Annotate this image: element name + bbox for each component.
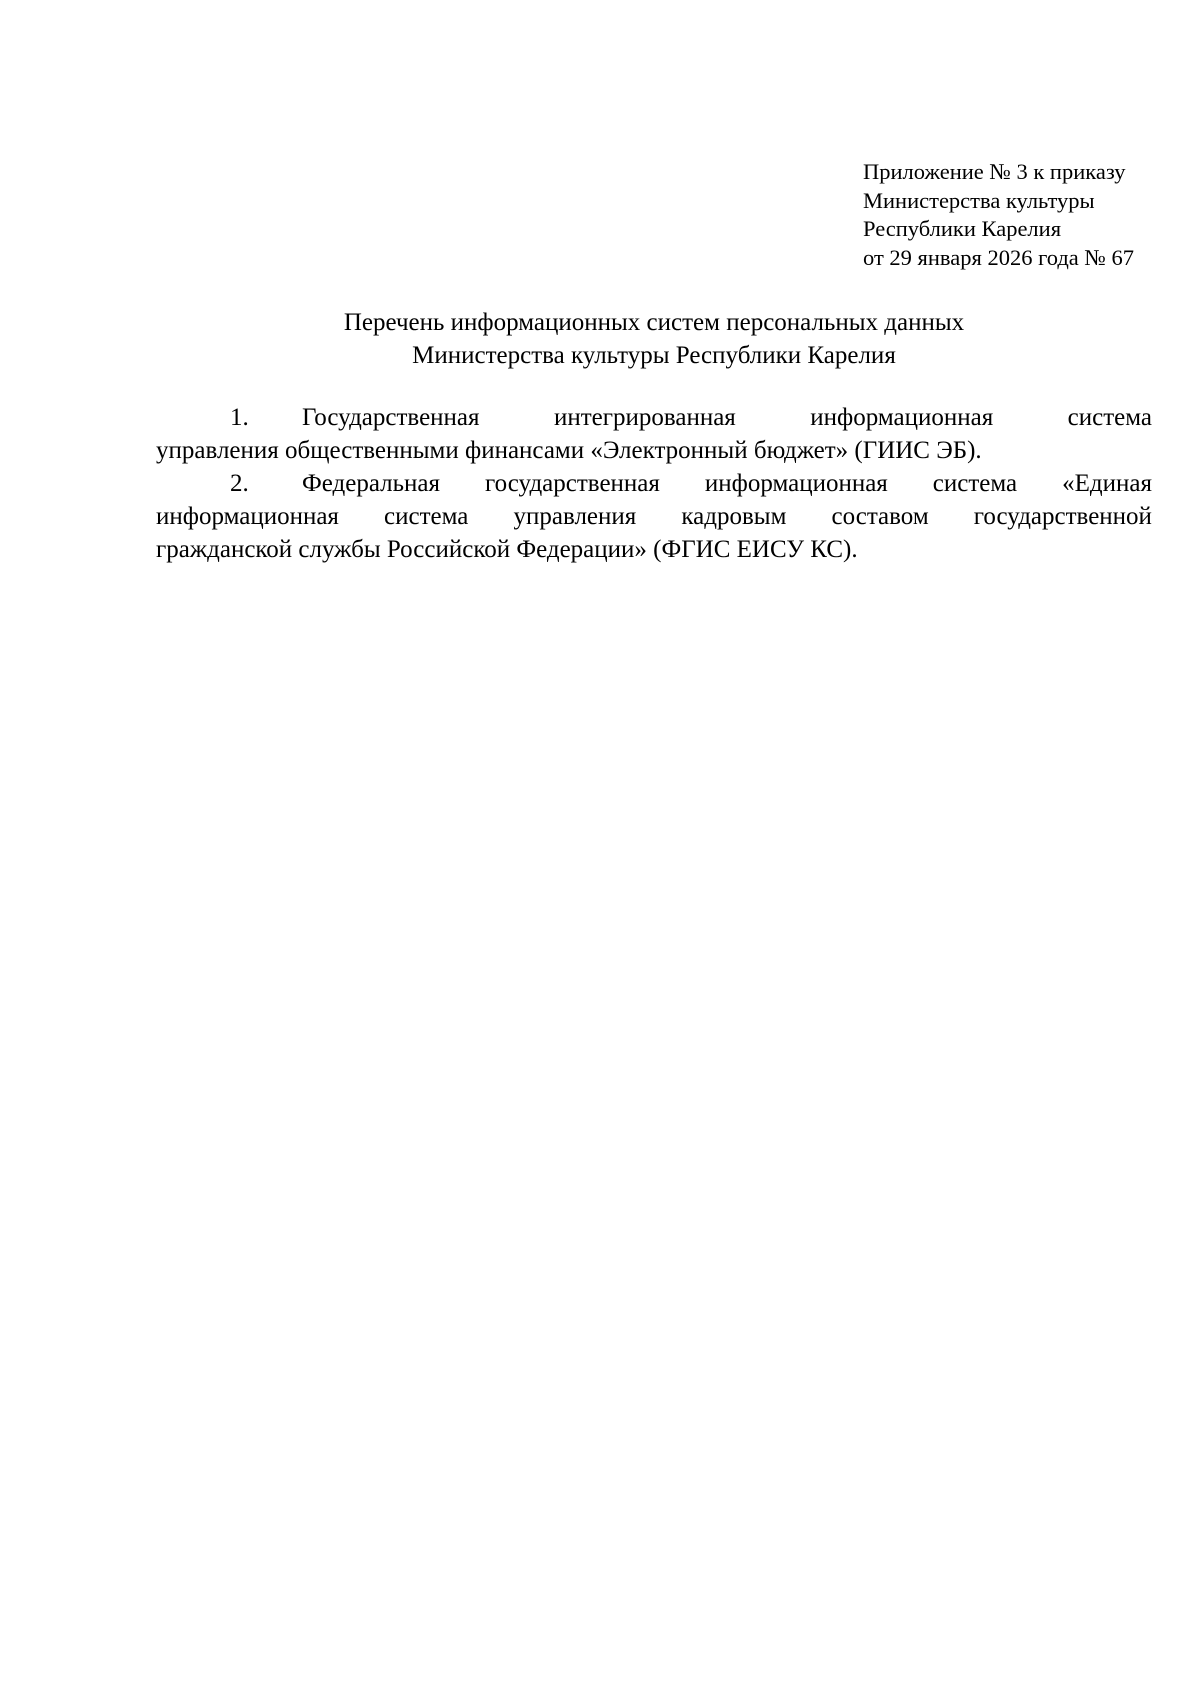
appendix-line-2: Министерства культуры	[863, 187, 1095, 213]
appendix-line-3: Республики Карелия	[863, 216, 1062, 241]
list-item-number: 1.	[230, 404, 249, 431]
systems-list	[156, 401, 1152, 566]
list-item-2-line-2	[156, 500, 1152, 533]
list-item-2	[156, 467, 1152, 566]
word: Государственная	[302, 404, 480, 431]
list-item-2-line-1	[302, 467, 1152, 500]
list-item-1	[156, 401, 1152, 467]
list-item-1-line-1	[302, 401, 1152, 434]
appendix-header	[863, 158, 1134, 272]
word: составом	[831, 503, 929, 530]
word: государственная	[485, 470, 660, 497]
appendix-line-1: Приложение № 3 к приказу	[863, 159, 1126, 184]
word: система	[932, 470, 1018, 497]
word: «Единая	[1062, 470, 1152, 497]
appendix-line-4: от 29 января 2026 года № 67	[863, 244, 1135, 270]
word: интегрированная	[553, 404, 736, 431]
word: информационная	[156, 503, 339, 530]
word: информационная	[810, 404, 994, 431]
word: кадровым	[681, 503, 787, 530]
list-item-number: 2.	[230, 470, 249, 497]
document-title	[156, 306, 1152, 372]
list-item-1-line-2: управления общественными финансами «Электронный бюджет» (ГИИС ЭБ).	[156, 437, 982, 464]
word: государственной	[973, 503, 1152, 530]
word: информационная	[704, 470, 888, 497]
word: система	[384, 503, 469, 530]
word: система	[1067, 404, 1152, 431]
title-line-1: Перечень информационных систем персональных данных	[343, 309, 965, 336]
word: управления	[513, 503, 637, 530]
list-item-2-line-3: гражданской службы Российской Федерации» (ФГИС ЕИСУ КС).	[156, 536, 858, 563]
word: Федеральная	[302, 470, 441, 497]
title-line-2: Министерства культуры Республики Карелия	[412, 342, 896, 369]
